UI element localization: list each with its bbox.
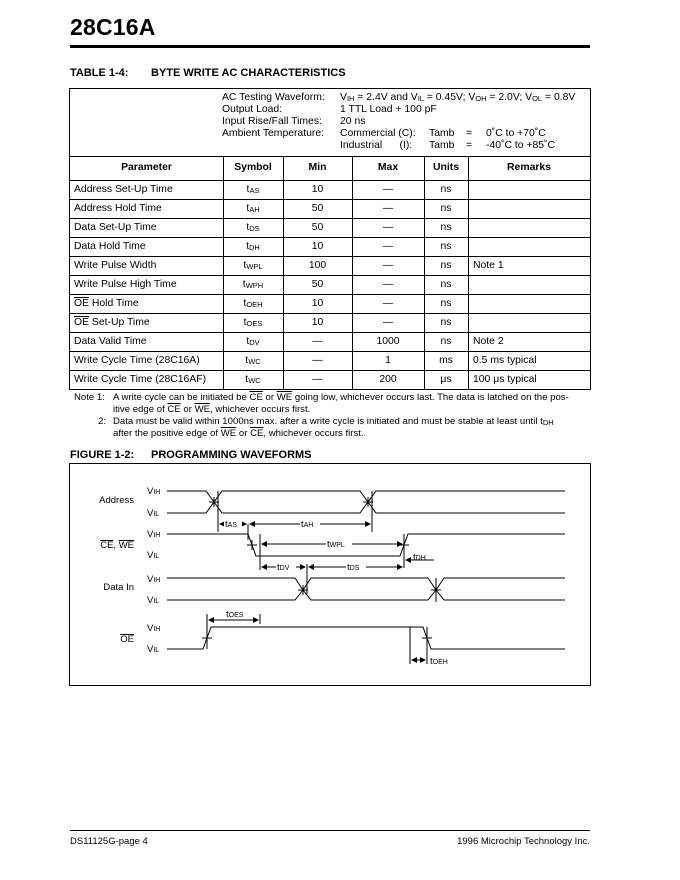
row-rule <box>70 294 590 295</box>
level-vih-address: VIH <box>147 486 161 497</box>
cross-mark <box>202 633 212 643</box>
row-rule <box>70 199 590 200</box>
header-units: Units <box>433 162 459 173</box>
tdv-label: tDV <box>277 562 290 573</box>
units-cell: ns <box>440 241 452 252</box>
overline-signal: $\overline{OE}$ <box>74 298 90 309</box>
temp-industrial-name: Industrial (I): <box>340 140 413 151</box>
signal-address-label: Address <box>99 495 134 506</box>
row-rule <box>70 332 590 333</box>
units-cell: ns <box>440 298 452 309</box>
ac-characteristics-table <box>69 88 591 390</box>
row-rule <box>70 313 590 314</box>
address-waveform-high <box>214 491 565 502</box>
min-cell: — <box>312 336 323 347</box>
twpl-label: tWPL <box>327 539 345 550</box>
min-cell: 50 <box>311 222 324 233</box>
param-text: Set-Up Time <box>89 317 150 328</box>
max-cell: 1000 <box>376 336 400 347</box>
param-cell <box>74 222 222 233</box>
conditions-values <box>340 92 575 128</box>
units-cell: μs <box>440 374 452 385</box>
condition-label: AC Testing Waveform: <box>222 92 325 103</box>
conditions-labels <box>222 92 325 140</box>
cross-mark <box>431 585 441 595</box>
temp-commercial-range: 0˚C to +70˚C <box>486 128 546 139</box>
footer-copyright: 1996 Microchip Technology Inc. <box>457 836 590 847</box>
min-cell: 50 <box>311 279 324 290</box>
param-text: Address Hold Time <box>74 203 162 214</box>
header-symbol: Symbol <box>234 162 272 173</box>
level-vih-data: VIH <box>147 574 161 585</box>
symbol-cell: $t_{DS}$ <box>246 222 260 233</box>
level-vil-oe: VIL <box>147 644 160 655</box>
cross-mark <box>247 540 257 550</box>
condition-label: Output Load: <box>222 104 283 115</box>
max-cell: 200 <box>379 374 397 385</box>
signal-oe-label: OE <box>120 634 134 645</box>
param-text: Data Valid Time <box>74 336 147 347</box>
units-cell: ns <box>440 317 452 328</box>
param-cell <box>74 298 222 309</box>
units-cell: ns <box>440 336 452 347</box>
figure-caption-number: FIGURE 1-2: <box>70 449 135 461</box>
max-cell: — <box>382 222 394 233</box>
level-vil-address: VIL <box>147 508 160 519</box>
ce-we-waveform <box>167 534 565 556</box>
symbol-cell: $t_{AS}$ <box>246 184 260 195</box>
min-cell: — <box>312 355 323 366</box>
note-1-label: Note 1: <box>74 392 105 403</box>
page-title: 28C16A <box>70 14 156 40</box>
param-text: Write Pulse Width <box>74 260 157 271</box>
header-parameter: Parameter <box>121 162 172 173</box>
remarks-cell: 100 μs typical <box>473 374 537 385</box>
timing-labels <box>224 518 448 667</box>
units-cell: ns <box>440 260 452 271</box>
param-text: Data Set-Up Time <box>74 222 157 233</box>
tas-label: tAS <box>225 519 237 530</box>
cross-mark <box>422 633 432 643</box>
row-rule <box>70 275 590 276</box>
note-2-line-1: Data must be valid within 1000ns max. after a write cycle is initiated and must be stable at least until $t_{DH}$ <box>113 416 554 427</box>
level-vil-ce: VIL <box>147 550 160 561</box>
oe-waveform <box>167 627 565 649</box>
param-cell <box>74 260 222 271</box>
footer-rule <box>70 830 590 831</box>
footer-doc-id: DS11125G-page 4 <box>70 836 148 847</box>
tdh-label: tDH <box>413 552 426 563</box>
temp-commercial-name: Commercial (C): <box>340 128 416 139</box>
param-text: Write Cycle Time (28C16A) <box>74 355 200 366</box>
max-cell: — <box>382 317 394 328</box>
param-cell <box>74 241 222 252</box>
temp-industrial-eq: = <box>466 140 473 151</box>
min-cell: — <box>312 374 323 385</box>
toeh-label: tOEH <box>430 656 448 667</box>
remarks-cell: Note 1 <box>473 260 504 271</box>
max-cell: — <box>382 279 394 290</box>
param-cell <box>74 279 222 290</box>
param-text: Address Set-Up Time <box>74 184 173 195</box>
tah-label: tAH <box>301 519 314 530</box>
note-1-line-2: itive edge of $\overline{CE}$ or $\overline{WE}$, whichever occurs first. <box>113 404 311 415</box>
waveform-diagram <box>70 464 590 685</box>
note-2-line-2: after the positive edge of $\overline{WE}$ or $\overline{CE}$, whichever occurs first. <box>113 428 364 439</box>
table-caption-title: BYTE WRITE AC CHARACTERISTICS <box>151 67 346 79</box>
figure-caption-title: PROGRAMMING WAVEFORMS <box>151 449 312 461</box>
max-cell: — <box>382 241 394 252</box>
max-cell: — <box>382 298 394 309</box>
row-rule <box>70 370 590 371</box>
symbol-cell: $t_{DH}$ <box>246 241 260 252</box>
temp-industrial-sym: Tamb <box>429 140 455 151</box>
note-1-line-1: A write cycle can be initiated be $\overline{CE}$ or $\overline{WE}$ going low, whichever occurs last. The data is latched on the pos- <box>113 392 569 403</box>
max-cell: — <box>382 184 394 195</box>
signal-ce-we-label: CE, WE <box>100 540 134 551</box>
load-spec: 1 TTL Load + 100 pF <box>340 104 437 115</box>
min-cell: 100 <box>308 260 327 271</box>
tds-label: tDS <box>347 562 360 573</box>
toes-label: tOES <box>226 609 244 620</box>
symbol-cell: $t_{WPH}$ <box>242 279 264 290</box>
symbol-cell: $t_{OEH}$ <box>243 298 263 309</box>
param-text: Hold Time <box>89 298 139 309</box>
level-vil-data: VIL <box>147 595 160 606</box>
header-min: Min <box>308 162 327 173</box>
header-remarks: Remarks <box>507 162 551 173</box>
condition-label: Ambient Temperature: <box>222 128 325 139</box>
row-rule <box>70 351 590 352</box>
param-cell <box>74 203 222 214</box>
symbol-cell: $t_{WPL}$ <box>243 260 263 271</box>
level-labels <box>147 486 160 655</box>
units-cell: ns <box>440 203 452 214</box>
param-cell <box>74 184 222 195</box>
note-2-label: 2: <box>98 416 107 427</box>
remarks-cell: Note 2 <box>473 336 504 347</box>
min-cell: 10 <box>311 184 324 195</box>
units-cell: ns <box>440 184 452 195</box>
overline-signal: $\overline{OE}$ <box>74 317 90 328</box>
row-rule <box>70 237 590 238</box>
param-cell <box>74 374 222 385</box>
param-text: Write Pulse High Time <box>74 279 177 290</box>
units-cell: ns <box>440 222 452 233</box>
address-waveform-left <box>167 491 214 513</box>
symbol-cell: $t_{AH}$ <box>246 203 260 214</box>
programming-waveforms-figure <box>69 463 591 686</box>
param-text: Write Cycle Time (28C16AF) <box>74 374 207 385</box>
row-rule <box>70 218 590 219</box>
data-in-waveform-low <box>167 590 565 600</box>
level-vih-oe: VIH <box>147 623 161 634</box>
param-cell <box>74 317 222 328</box>
symbol-cell: $t_{DV}$ <box>246 336 260 347</box>
min-cell: 10 <box>311 241 324 252</box>
symbol-cell: $t_{WC}$ <box>245 374 261 385</box>
signal-data-in-label: Data In <box>103 582 134 593</box>
cross-mark <box>399 540 409 550</box>
min-cell: 50 <box>311 203 324 214</box>
remarks-cell: 0.5 ms typical <box>473 355 537 366</box>
param-cell <box>74 355 222 366</box>
temp-commercial-eq: = <box>466 128 473 139</box>
max-cell: — <box>382 203 394 214</box>
header-max: Max <box>377 162 399 173</box>
min-cell: 10 <box>311 298 324 309</box>
rise-spec: 20 ns <box>340 116 366 127</box>
waveform-spec: $V_{IH} = 2.4V$ and $V_{IL} = 0.45V$; $V_{OH} = 2.0V$; $V_{OL} = 0.8V$ <box>340 92 576 103</box>
table-rule <box>70 156 590 157</box>
min-cell: 10 <box>311 317 324 328</box>
units-cell: ns <box>440 279 452 290</box>
symbol-cell: $t_{WC}$ <box>245 355 261 366</box>
units-cell: ms <box>439 355 453 366</box>
temp-industrial-range: -40˚C to +85˚C <box>486 140 556 151</box>
data-in-waveform-high <box>167 578 565 590</box>
address-waveform-low <box>214 502 565 513</box>
param-text: Data Hold Time <box>74 241 146 252</box>
table-rule <box>70 180 590 181</box>
max-cell: — <box>382 260 394 271</box>
symbol-cell: $t_{OES}$ <box>243 317 263 328</box>
temp-commercial-sym: Tamb <box>429 128 455 139</box>
param-cell <box>74 336 222 347</box>
title-rule <box>70 45 590 48</box>
table-caption-number: TABLE 1-4: <box>70 67 129 79</box>
level-vih-ce: VIH <box>147 529 161 540</box>
condition-label: Input Rise/Fall Times: <box>222 116 322 127</box>
col-rule <box>468 156 469 389</box>
max-cell: 1 <box>385 355 391 366</box>
row-rule <box>70 256 590 257</box>
